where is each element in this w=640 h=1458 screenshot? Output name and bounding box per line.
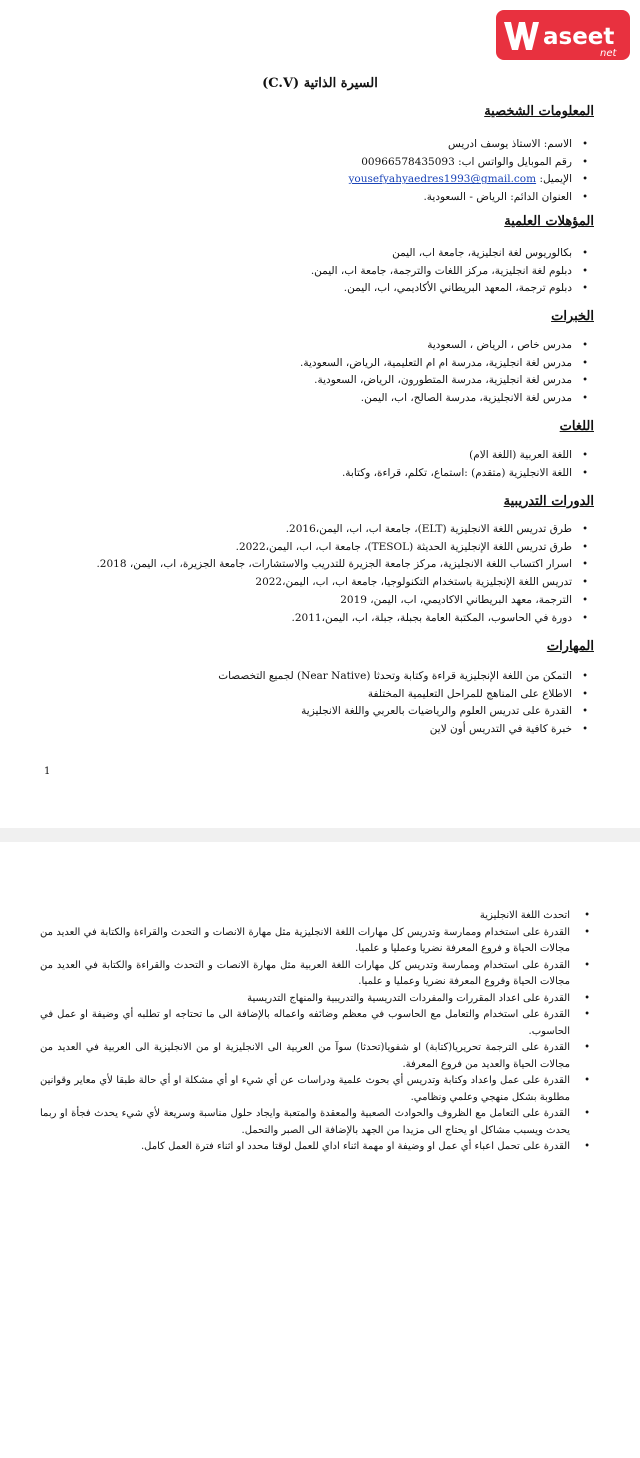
list-item-email [12,171,572,189]
qualifications-list [12,245,588,298]
list-item: • القدرة على اعداد المقررات والمفردات التدريسية والتدريبية والمنهاج التدريسية [40,991,570,1008]
list-item: • مدرس لغة انجليزية، مدرسة ام ام التعليمية، الرياض، السعودية. [12,355,572,373]
courses-list [12,521,588,627]
list-item: • خبرة كافية في التدريس أون لاين [12,721,572,739]
phone-number: 00966578435093 [361,155,455,168]
list-item: • اتحدث اللغة الانجليزية [40,908,570,925]
logo-subtext: net [600,48,617,59]
email-label: الإيميل: [539,173,572,186]
list-item: • دبلوم لغة انجليزية، مركز اللغات والترجمة، جامعة اب، اليمن. [12,263,572,281]
email-link[interactable]: yousefyahyaedres1993@gmail.com [348,173,537,186]
waseet-logo [496,10,630,60]
heading-qualifications: المؤهلات العلمية [504,214,594,229]
languages-list [12,447,588,482]
phone-label: رقم الموبايل والواتس اب: [458,155,572,168]
list-item-name: • الاسم: الاستاذ يوسف ادريس [12,136,572,154]
document-title: السيرة الذاتية (C.V) [262,76,378,91]
heading-skills: المهارات [546,639,594,654]
list-item: • اللغة الانجليزية (متقدم) :استماع، تكلم، قراءة، وكتابة. [12,465,572,483]
list-item: • مدرس خاص ، الرياض ، السعودية [12,337,572,355]
heading-personal: المعلومات الشخصية [484,104,594,119]
page2-skills-list [40,908,570,1156]
heading-courses: الدورات التدريبية [503,494,594,509]
list-item: • الاطلاع على المناهج للمراحل التعليمية المختلفة [12,686,572,704]
list-item: • دبلوم ترجمة، المعهد البريطاني الأكاديمي، اب، اليمن. [12,280,572,298]
list-item: • طرق تدريس اللغة الانجليزية (ELT)، جامعة اب، اب، اليمن،2016. [12,521,572,539]
list-item: • اللغة العربية (اللغة الام) [12,447,572,465]
heading-languages: اللغات [559,419,594,434]
list-item: • القدرة على تحمل اعباء أي عمل او وضيفة او مهمة اثناء اداي للعمل لوقتا محدد او اثناء فترة العمل كامل. [40,1139,570,1156]
list-item: • القدرة على التعامل مع الظروف والحوادث الصعبية والمعقدة والمتعبة وايجاد حلول مناسبة وسريعة لأي شيء يحدث فجأة او ربما يحدث ويسبب مشاكل او يحتاج الى مزيدا من الجهد بالإضافة الى الصبر والتحمل. [40,1106,570,1139]
page-number: 1 [44,766,51,777]
list-item-phone [12,154,572,172]
list-item: • التمكن من اللغة الإنجليزية قراءة وكتابة وتحدثا (Near Native) لجميع التخصصات [12,668,572,686]
list-item: • بكالوريوس لغة انجليزية، جامعة اب، اليمن [12,245,572,263]
list-item: • القدرة على استخدام والتعامل مع الحاسوب في معظم وضائفه واعماله بالإضافة الى ما تحتاجه او تطلبه أي وضيفة او عمل في الحاسوب. [40,1007,570,1040]
list-item: • طرق تدريس اللغة الإنجليزية الحديثة (TESOL)، جامعة اب، اب، اليمن،2022. [12,539,572,557]
list-item-address: • العنوان الدائم: الرياض - السعودية. [12,189,572,207]
list-item: • القدرة على عمل واعداد وكتابة وتدريس أي بحوث علمية ودراسات عن أي شيء او أي مشكلة او أي حالة طبقا لأي معاير وقوانين مطلوبة بشكل منهجي وعلمي ونظامي. [40,1073,570,1106]
list-item: • القدرة على الترجمة تحريريا(كتابة) او شفويا(تحدثا) سوآ من العربية الى الانجليزية او من الانجليزية الى العربية في العديد من مجالات الحياة والعديد من فروع المعرفة. [40,1040,570,1073]
skills-list [12,668,588,739]
list-item: • القدرة على استخدام وممارسة وتدريس كل مهارات اللغة العربية مثل مهارة الانصات و التحدث والقراءة والكتابة في العديد من مجالات الحياة وفروع المعرفة نضريا وعمليا و علميا. [40,958,570,991]
list-item: • مدرس لغة انجليزية، مدرسة المتطورون، الرياض، السعودية. [12,372,572,390]
list-item: • القدرة على استخدام وممارسة وتدريس كل مهارات اللغة الانجليزية مثل مهارة الانصات و التحدث والقراءة والكتابة في العديد من مجالات الحياة و فروع المعرفة نضريا وعمليا و علميا. [40,925,570,958]
list-item: • اسرار اكتساب اللغة الانجليزية، مركز جامعة الجزيرة للتدريب والاستشارات، جامعة الجزيرة، اب، اليمن، 2018. [12,556,572,574]
list-item: • مدرس لغة الانجليزية، مدرسة الصالح، اب، اليمن. [12,390,572,408]
logo-text: aseet [543,24,615,50]
heading-experience: الخبرات [551,309,594,324]
experience-list [12,337,588,408]
list-item: • دورة في الحاسوب، المكتبة العامة بجبلة، جبلة، اب، اليمن،2011. [12,610,572,628]
list-item: • الترجمة، معهد البريطاني الاكاديمي، اب، اليمن، 2019 [12,592,572,610]
list-item: • القدرة على تدريس العلوم والرياضيات بالعربي واللغة الانجليزية [12,703,572,721]
personal-info-list [12,136,588,207]
list-item: • تدريس اللغة الإنجليزية باستخدام التكنولوجيا، جامعة اب، اب، اليمن،2022 [12,574,572,592]
